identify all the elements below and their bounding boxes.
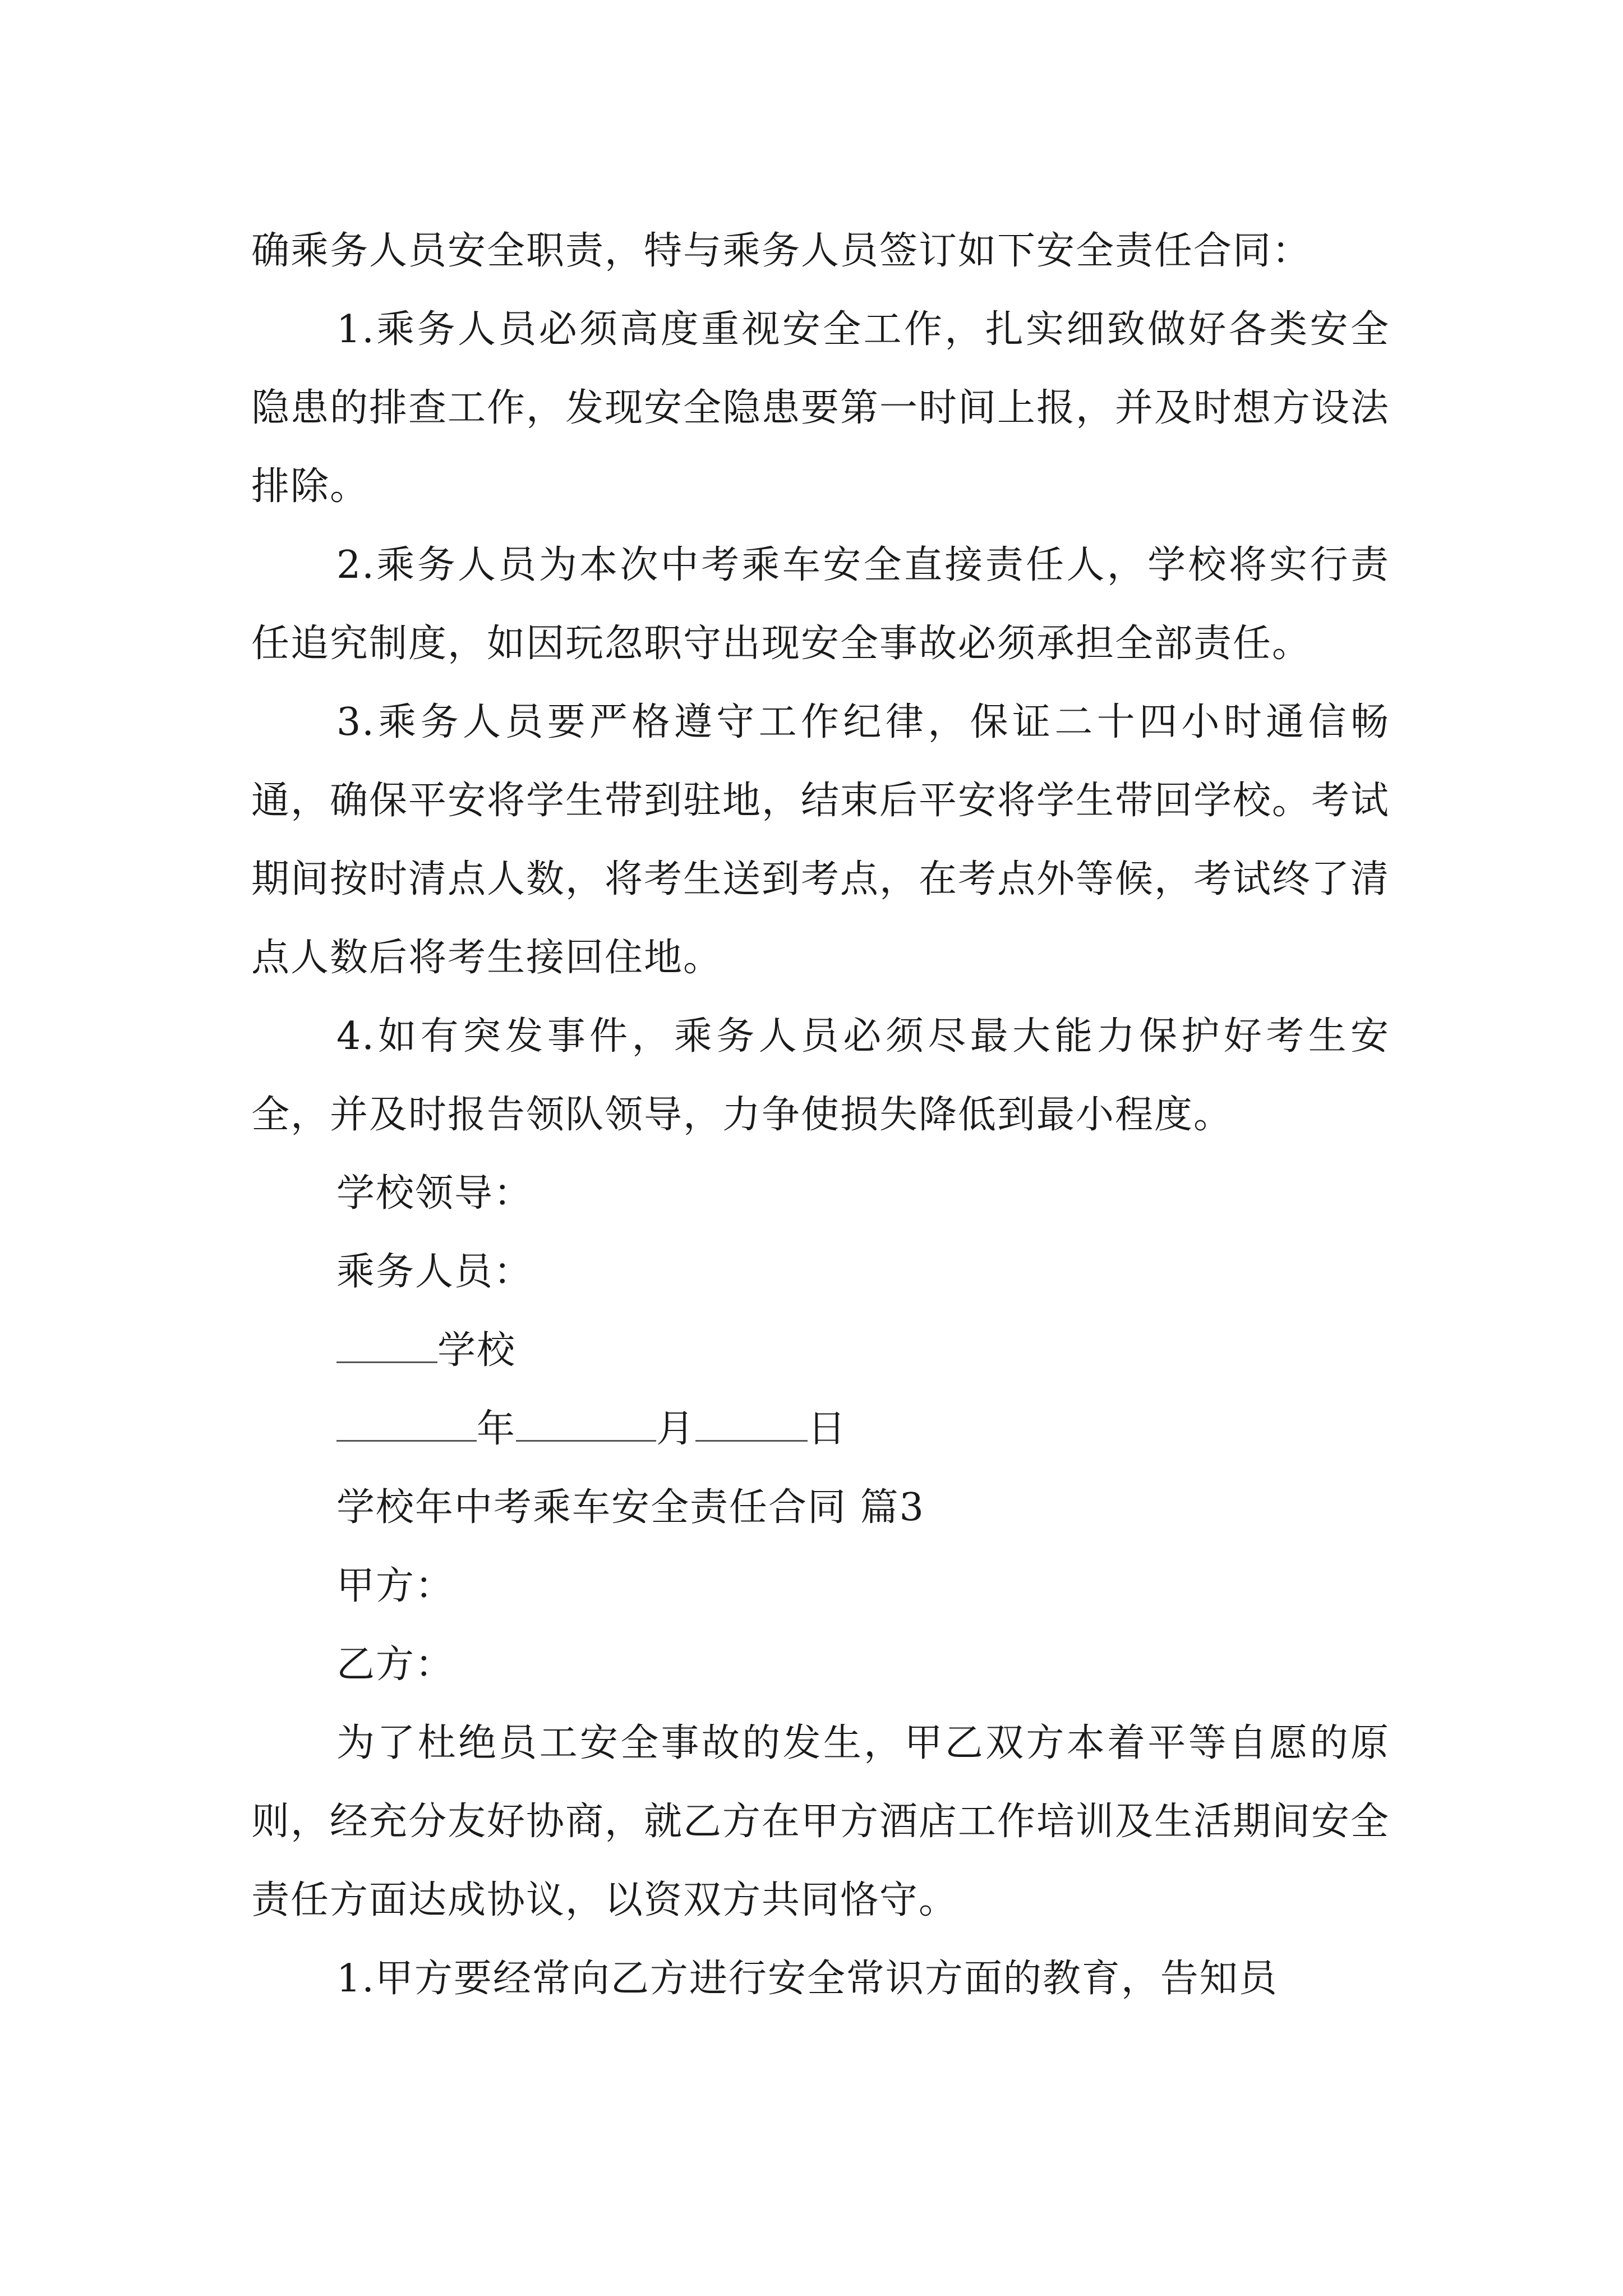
paragraph-intro: 确乘务人员安全职责，特与乘务人员签订如下安全责任合同： <box>251 229 1312 273</box>
school-name-line <box>251 1312 1390 1390</box>
paragraph-clause-2: 2.乘务人员为本次中考乘车安全直接责任人，学校将实行责任追究制度，如因玩忽职守出现安全事故必须承担全部责任。 <box>251 543 1390 666</box>
crew-signature <box>251 1233 1390 1312</box>
paragraph-article-1: 1.甲方要经常向乙方进行安全常识方面的教育，告知员 <box>336 1957 1278 2001</box>
day-blank <box>695 1406 808 1442</box>
month-label: 月 <box>656 1407 696 1451</box>
paragraph-clause-4: 4.如有突发事件，乘务人员必须尽最大能力保护好考生安全，并及时报告领队领导，力争使损失降低到最小程度。 <box>251 1014 1390 1137</box>
year-blank <box>336 1406 477 1442</box>
day-label: 日 <box>808 1407 847 1451</box>
paragraph-preamble: 为了杜绝员工安全事故的发生，甲乙双方本着平等自愿的原则，经充分友好协商，就乙方在甲方酒店工作培训及生活期间安全责任方面达成协议，以资双方共同恪守。 <box>251 1721 1390 1922</box>
school-suffix-label: 学校 <box>437 1328 517 1373</box>
crew-label: 乘务人员： <box>336 1250 533 1294</box>
year-label: 年 <box>477 1407 517 1451</box>
date-line <box>251 1390 1390 1469</box>
paragraph-clause-1: 1.乘务人员必须高度重视安全工作，扎实细致做好各类安全隐患的排查工作，发现安全隐患要第一时间上报，并及时想方设法排除。 <box>251 307 1390 509</box>
party-b-label: 乙方： <box>336 1642 455 1687</box>
paragraph-clause-3: 3.乘务人员要严格遵守工作纪律，保证二十四小时通信畅通，确保平安将学生带到驻地，结束后平安将学生带回学校。考试期间按时清点人数，将考生送到考点，在考点外等候，考试终了清点人数后将考生接回住地。 <box>251 700 1390 980</box>
school-name-blank <box>336 1328 437 1363</box>
party-a-label: 甲方： <box>336 1564 455 1608</box>
month-blank <box>516 1406 656 1442</box>
section-title: 学校年中考乘车安全责任合同 篇3 <box>336 1485 925 1530</box>
school-leader-signature <box>251 1154 1390 1233</box>
school-leader-label: 学校领导： <box>336 1171 533 1216</box>
document-body <box>251 212 1390 2018</box>
